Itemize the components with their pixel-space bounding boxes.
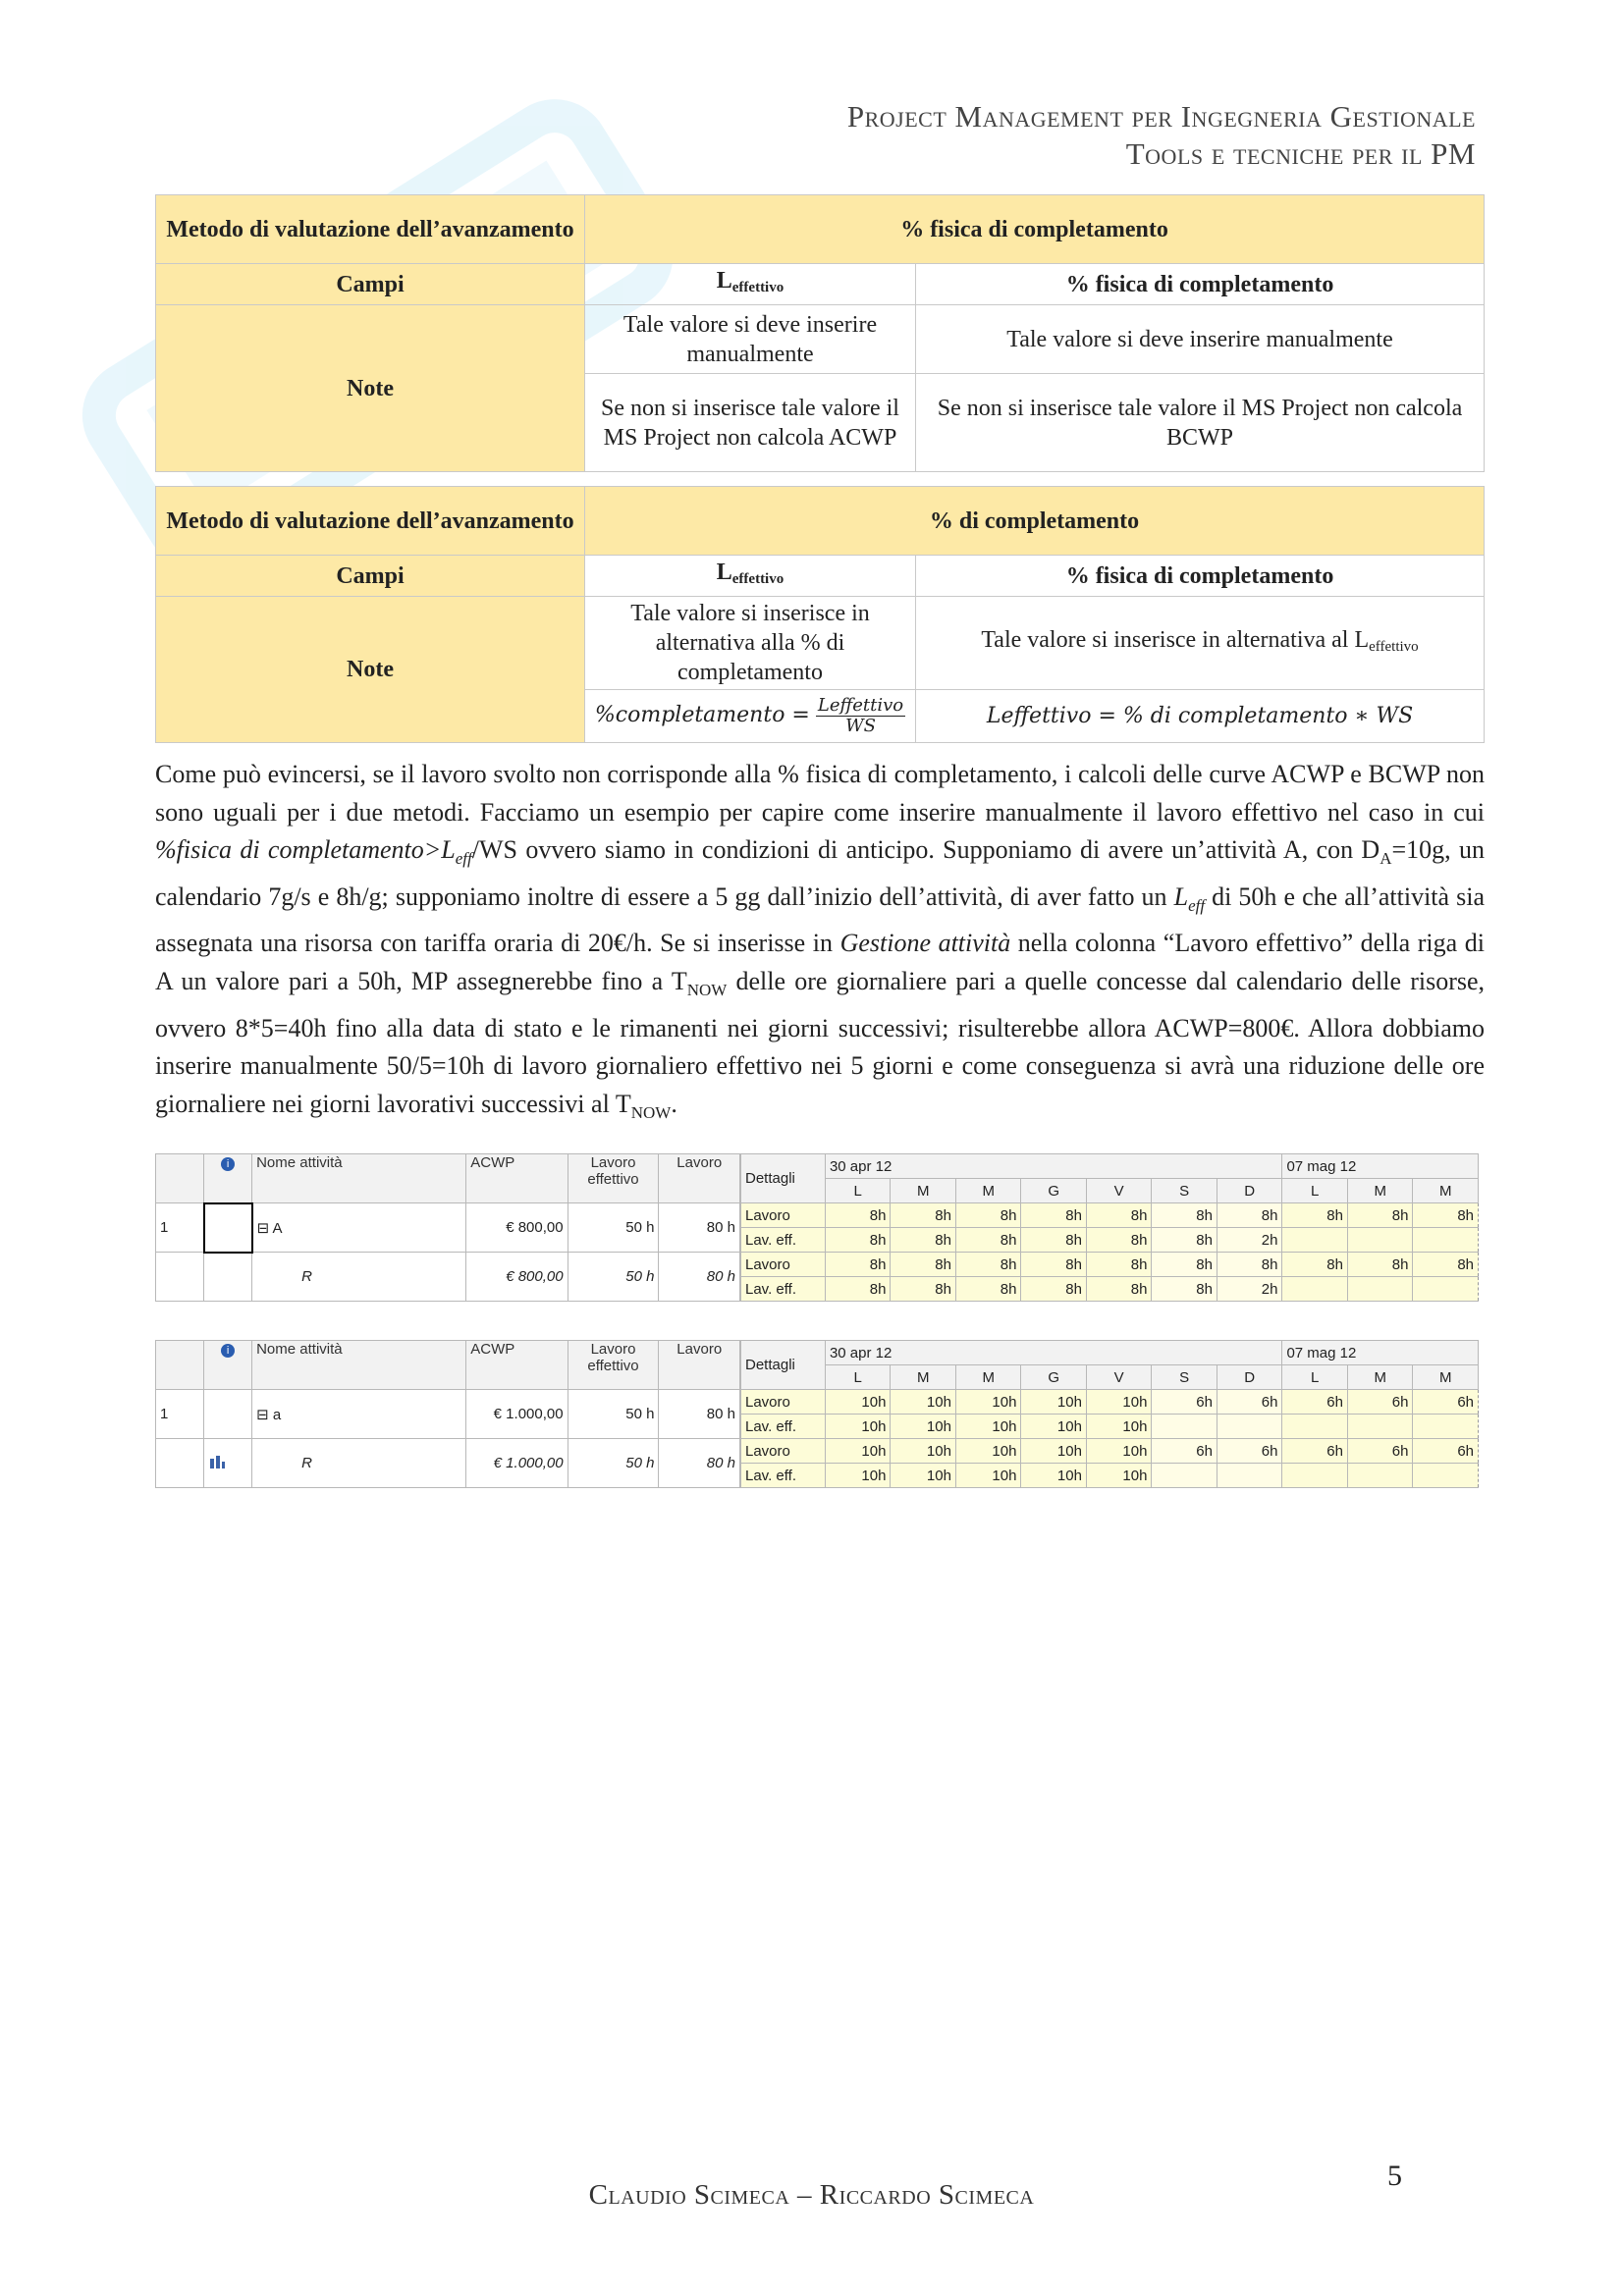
grid-cell[interactable] [1282, 1464, 1348, 1488]
formula-cell: %completamento = $\frac{\text{Leffettivo}}{WS}$ [585, 690, 916, 743]
grid-cell[interactable]: 10h [825, 1415, 891, 1439]
grid-cell[interactable]: 10h [1021, 1415, 1087, 1439]
day-header: M [955, 1365, 1021, 1390]
day-header: V [1086, 1365, 1152, 1390]
grid-cell[interactable]: 2h [1217, 1277, 1282, 1302]
grid-cell[interactable]: 8h [1413, 1253, 1479, 1277]
task-name[interactable]: ⊟ a [252, 1390, 466, 1439]
grid-row [741, 1228, 1479, 1253]
grid-cell[interactable]: 6h [1152, 1439, 1217, 1464]
grid-cell[interactable] [1413, 1228, 1479, 1253]
grid-cell[interactable]: 8h [1217, 1203, 1282, 1228]
grid-cell[interactable]: 6h [1282, 1439, 1348, 1464]
grid-cell[interactable]: 6h [1152, 1390, 1217, 1415]
header-line-2: Tools e tecniche per il PM [1125, 136, 1476, 171]
grid-cell[interactable]: 8h [1282, 1203, 1348, 1228]
day-header: V [1086, 1179, 1152, 1203]
day-header: M [891, 1179, 956, 1203]
row-label: Lav. eff. [741, 1277, 826, 1302]
col-name[interactable]: Nome attività [252, 1154, 466, 1203]
grid-cell[interactable]: 6h [1347, 1439, 1413, 1464]
note-label: Note [156, 305, 585, 472]
page-number: 5 [1387, 2160, 1402, 2192]
method-table-2 [155, 486, 1485, 743]
grid-cell[interactable] [1413, 1415, 1479, 1439]
ms-project-screenshot-2 [155, 1340, 1479, 1488]
grid-cell[interactable]: 6h [1282, 1390, 1348, 1415]
table-row[interactable]: R € 800,00 50 h 80 h [156, 1253, 740, 1302]
col-leffettivo-head: $L_{effettivo}$ [585, 264, 916, 305]
body-paragraph: Come può evincersi, se il lavoro svolto non corrisponde alla % fisica di completamento, i calcoli delle curve ACWP e BCWP non sono uguali per i due metodi. Facciamo un esempio per capire come inserire manualmente il lavoro effettivo nel caso in cui %fisica di $completamento>L_{eff}/WS$ ovvero siamo in condizioni di anticipo. Supponiamo di avere un’attività A, con $D_A=10g$, un calendario 7g/s e 8h/g; supponiamo inoltre di essere a 5 gg dall’inizio dell’attività, di aver fatto un $L_{eff}$ di 50h e che all’attività sia assegnata una risorsa con tariffa oraria di 20€/h. Se si inserisse in Gestione attività nella colonna “Lavoro effettivo” della riga di A un valore pari a 50h, MP assegnerebbe fino a $T_{NOW}$ delle ore giornaliere pari a quelle concesse dal calendario delle risorse, ovvero 8*5=40h fino alla data di stato e le rimanenti nei giorni successivi; risulterebbe allora ACWP=800€. Allora dobbiamo inserire manualmente 50/5=10h di lavoro giornaliero effettivo nei 5 giorni e come conseguenza si avrà una riduzione delle ore giornaliere nei giorni lavorativi successivi al $T_{NOW}$. [155, 760, 1486, 1122]
week-label: 30 apr 12 [825, 1154, 1282, 1179]
method-label: Metodo di valutazione dell’avanzamento [156, 487, 585, 556]
grid-cell[interactable]: 8h [1086, 1277, 1152, 1302]
col-lavoro[interactable]: Lavoro [659, 1341, 740, 1390]
grid-cell[interactable]: 8h [955, 1277, 1021, 1302]
note-cell: Tale valore si inserisce in alternativa al $L_{effettivo}$ [916, 597, 1485, 690]
col-dettagli: Dettagli [741, 1154, 826, 1203]
grid-cell[interactable]: 10h [891, 1439, 956, 1464]
week-label: 07 mag 12 [1282, 1341, 1479, 1365]
grid-cell[interactable]: 10h [955, 1390, 1021, 1415]
grid-row [741, 1390, 1479, 1415]
timephased-grid [740, 1153, 1479, 1302]
grid-cell[interactable]: 8h [1152, 1277, 1217, 1302]
grid-cell[interactable]: 6h [1413, 1390, 1479, 1415]
row-label: Lavoro [741, 1203, 826, 1228]
row-label: Lav. eff. [741, 1464, 826, 1488]
grid-row [741, 1203, 1479, 1228]
formula-cell: Leffettivo = % di completamento ∗ WS [916, 690, 1485, 743]
col-lav-eff[interactable]: Lavoro effettivo [568, 1154, 659, 1203]
grid-cell[interactable]: 8h [1021, 1203, 1087, 1228]
method-label: Metodo di valutazione dell’avanzamento [156, 195, 585, 264]
grid-cell[interactable]: 10h [1086, 1439, 1152, 1464]
col-dettagli: Dettagli [741, 1341, 826, 1390]
grid-cell[interactable]: 10h [955, 1464, 1021, 1488]
day-header: M [1413, 1179, 1479, 1203]
note-label: Note [156, 597, 585, 743]
week-label: 30 apr 12 [825, 1341, 1282, 1365]
grid-cell[interactable]: 10h [891, 1415, 956, 1439]
grid-cell[interactable]: 8h [955, 1253, 1021, 1277]
row-label: Lav. eff. [741, 1228, 826, 1253]
grid-cell[interactable]: 6h [1347, 1390, 1413, 1415]
row-label: Lavoro [741, 1390, 826, 1415]
grid-cell[interactable]: 8h [1021, 1277, 1087, 1302]
grid-cell[interactable] [1217, 1464, 1282, 1488]
grid-cell[interactable]: 10h [955, 1439, 1021, 1464]
grid-cell[interactable]: 10h [955, 1415, 1021, 1439]
grid-cell[interactable]: 8h [891, 1253, 956, 1277]
grid-cell[interactable]: 10h [1086, 1464, 1152, 1488]
grid-cell[interactable]: 8h [825, 1203, 891, 1228]
grid-cell[interactable]: 8h [891, 1203, 956, 1228]
row-label: Lavoro [741, 1253, 826, 1277]
grid-cell[interactable]: 10h [825, 1439, 891, 1464]
grid-cell[interactable]: 8h [1413, 1203, 1479, 1228]
grid-cell[interactable]: 10h [1086, 1390, 1152, 1415]
col-fisica-head: % fisica di completamento [916, 264, 1485, 305]
note-cell: Tale valore si inserisce in alternativa alla % di completamento [585, 597, 916, 690]
grid-cell[interactable]: 8h [955, 1228, 1021, 1253]
method-value: % fisica di completamento [585, 195, 1485, 264]
running-header [847, 98, 1476, 173]
day-header: M [891, 1365, 956, 1390]
grid-cell[interactable] [1347, 1228, 1413, 1253]
note-cell: Tale valore si deve inserire manualmente [916, 305, 1485, 374]
grid-row [741, 1253, 1479, 1277]
grid-cell[interactable] [1413, 1464, 1479, 1488]
grid-cell[interactable]: 10h [825, 1390, 891, 1415]
col-lavoro[interactable]: Lavoro [659, 1154, 740, 1203]
day-header: M [1413, 1365, 1479, 1390]
day-header: M [1347, 1179, 1413, 1203]
grid-cell[interactable]: 8h [1086, 1228, 1152, 1253]
grid-cell[interactable]: 8h [1347, 1203, 1413, 1228]
campi-label: Campi [156, 556, 585, 597]
day-header: D [1217, 1365, 1282, 1390]
grid-cell[interactable]: 8h [1021, 1253, 1087, 1277]
day-header: S [1152, 1365, 1217, 1390]
grid-cell[interactable]: 8h [825, 1253, 891, 1277]
campi-label: Campi [156, 264, 585, 305]
task-name[interactable]: ⊟ A [252, 1203, 466, 1253]
row-label: Lavoro [741, 1439, 826, 1464]
info-icon: i [204, 1154, 252, 1203]
col-lav-eff[interactable]: Lavoro effettivo [568, 1341, 659, 1390]
note-cell: Se non si inserisce tale valore il MS Project non calcola BCWP [916, 374, 1485, 472]
table-row[interactable]: R € 1.000,00 50 h 80 h [156, 1439, 740, 1488]
grid-cell[interactable] [1282, 1415, 1348, 1439]
col-leffettivo-head: $L_{effettivo}$ [585, 556, 916, 597]
grid-cell[interactable]: 8h [1152, 1203, 1217, 1228]
grid-cell[interactable]: 10h [1086, 1415, 1152, 1439]
day-header: D [1217, 1179, 1282, 1203]
grid-cell[interactable]: 6h [1217, 1439, 1282, 1464]
day-header: L [1282, 1365, 1348, 1390]
day-header: L [825, 1179, 891, 1203]
day-header: S [1152, 1179, 1217, 1203]
grid-cell[interactable]: 8h [891, 1228, 956, 1253]
grid-cell[interactable]: 10h [1021, 1390, 1087, 1415]
grid-cell[interactable] [1282, 1277, 1348, 1302]
grid-cell[interactable]: 8h [1086, 1203, 1152, 1228]
col-acwp[interactable]: ACWP [466, 1341, 568, 1390]
col-acwp[interactable]: ACWP [466, 1154, 568, 1203]
grid-cell[interactable]: 8h [955, 1203, 1021, 1228]
grid-cell[interactable]: 10h [1021, 1464, 1087, 1488]
grid-cell[interactable] [1152, 1464, 1217, 1488]
grid-cell[interactable] [1347, 1464, 1413, 1488]
resource-icon [204, 1439, 252, 1488]
day-header: M [1347, 1365, 1413, 1390]
grid-cell[interactable]: 6h [1217, 1390, 1282, 1415]
grid-cell[interactable]: 10h [891, 1390, 956, 1415]
grid-cell[interactable]: 10h [891, 1464, 956, 1488]
row-label: Lav. eff. [741, 1415, 826, 1439]
grid-cell[interactable]: 8h [1217, 1253, 1282, 1277]
day-header: G [1021, 1179, 1087, 1203]
day-header: G [1021, 1365, 1087, 1390]
header-line-1: Project Management per Ingegneria Gestionale [846, 99, 1476, 133]
table-row[interactable]: 1 ⊟ A € 800,00 50 h 80 h [156, 1203, 740, 1253]
grid-cell[interactable] [1152, 1415, 1217, 1439]
grid-cell[interactable] [1413, 1277, 1479, 1302]
grid-cell[interactable]: 8h [1347, 1253, 1413, 1277]
grid-cell[interactable] [1347, 1415, 1413, 1439]
week-label: 07 mag 12 [1282, 1154, 1479, 1179]
grid-row [741, 1464, 1479, 1488]
grid-cell[interactable]: 8h [1021, 1228, 1087, 1253]
info-icon: i [204, 1341, 252, 1390]
timephased-grid [740, 1340, 1479, 1488]
grid-row [741, 1277, 1479, 1302]
grid-cell[interactable] [1217, 1415, 1282, 1439]
col-fisica-head: % fisica di completamento [916, 556, 1485, 597]
grid-row [741, 1439, 1479, 1464]
note-cell: Tale valore si deve inserire manualmente [585, 305, 916, 374]
grid-cell[interactable]: 8h [1152, 1253, 1217, 1277]
grid-cell[interactable] [1347, 1277, 1413, 1302]
grid-cell[interactable]: 2h [1217, 1228, 1282, 1253]
note-cell: Se non si inserisce tale valore il MS Project non calcola ACWP [585, 374, 916, 472]
ms-project-screenshot-1 [155, 1153, 1479, 1302]
grid-cell[interactable]: 6h [1413, 1439, 1479, 1464]
grid-cell[interactable]: 8h [891, 1277, 956, 1302]
day-header: L [825, 1365, 891, 1390]
grid-cell[interactable]: 8h [1282, 1253, 1348, 1277]
grid-cell[interactable] [1282, 1228, 1348, 1253]
grid-cell[interactable]: 10h [825, 1464, 891, 1488]
day-header: M [955, 1179, 1021, 1203]
day-header: L [1282, 1179, 1348, 1203]
method-value: % di completamento [585, 487, 1485, 556]
grid-cell[interactable]: 8h [1152, 1228, 1217, 1253]
grid-cell[interactable]: 8h [1086, 1253, 1152, 1277]
grid-cell[interactable]: 10h [1021, 1439, 1087, 1464]
grid-row [741, 1415, 1479, 1439]
method-table-1 [155, 194, 1485, 472]
table-row[interactable]: 1 ⊟ a € 1.000,00 50 h 80 h [156, 1390, 740, 1439]
grid-cell[interactable]: 8h [825, 1277, 891, 1302]
col-name[interactable]: Nome attività [252, 1341, 466, 1390]
grid-cell[interactable]: 8h [825, 1228, 891, 1253]
footer-authors: Claudio Scimeca – Riccardo Scimeca [588, 2179, 1035, 2211]
